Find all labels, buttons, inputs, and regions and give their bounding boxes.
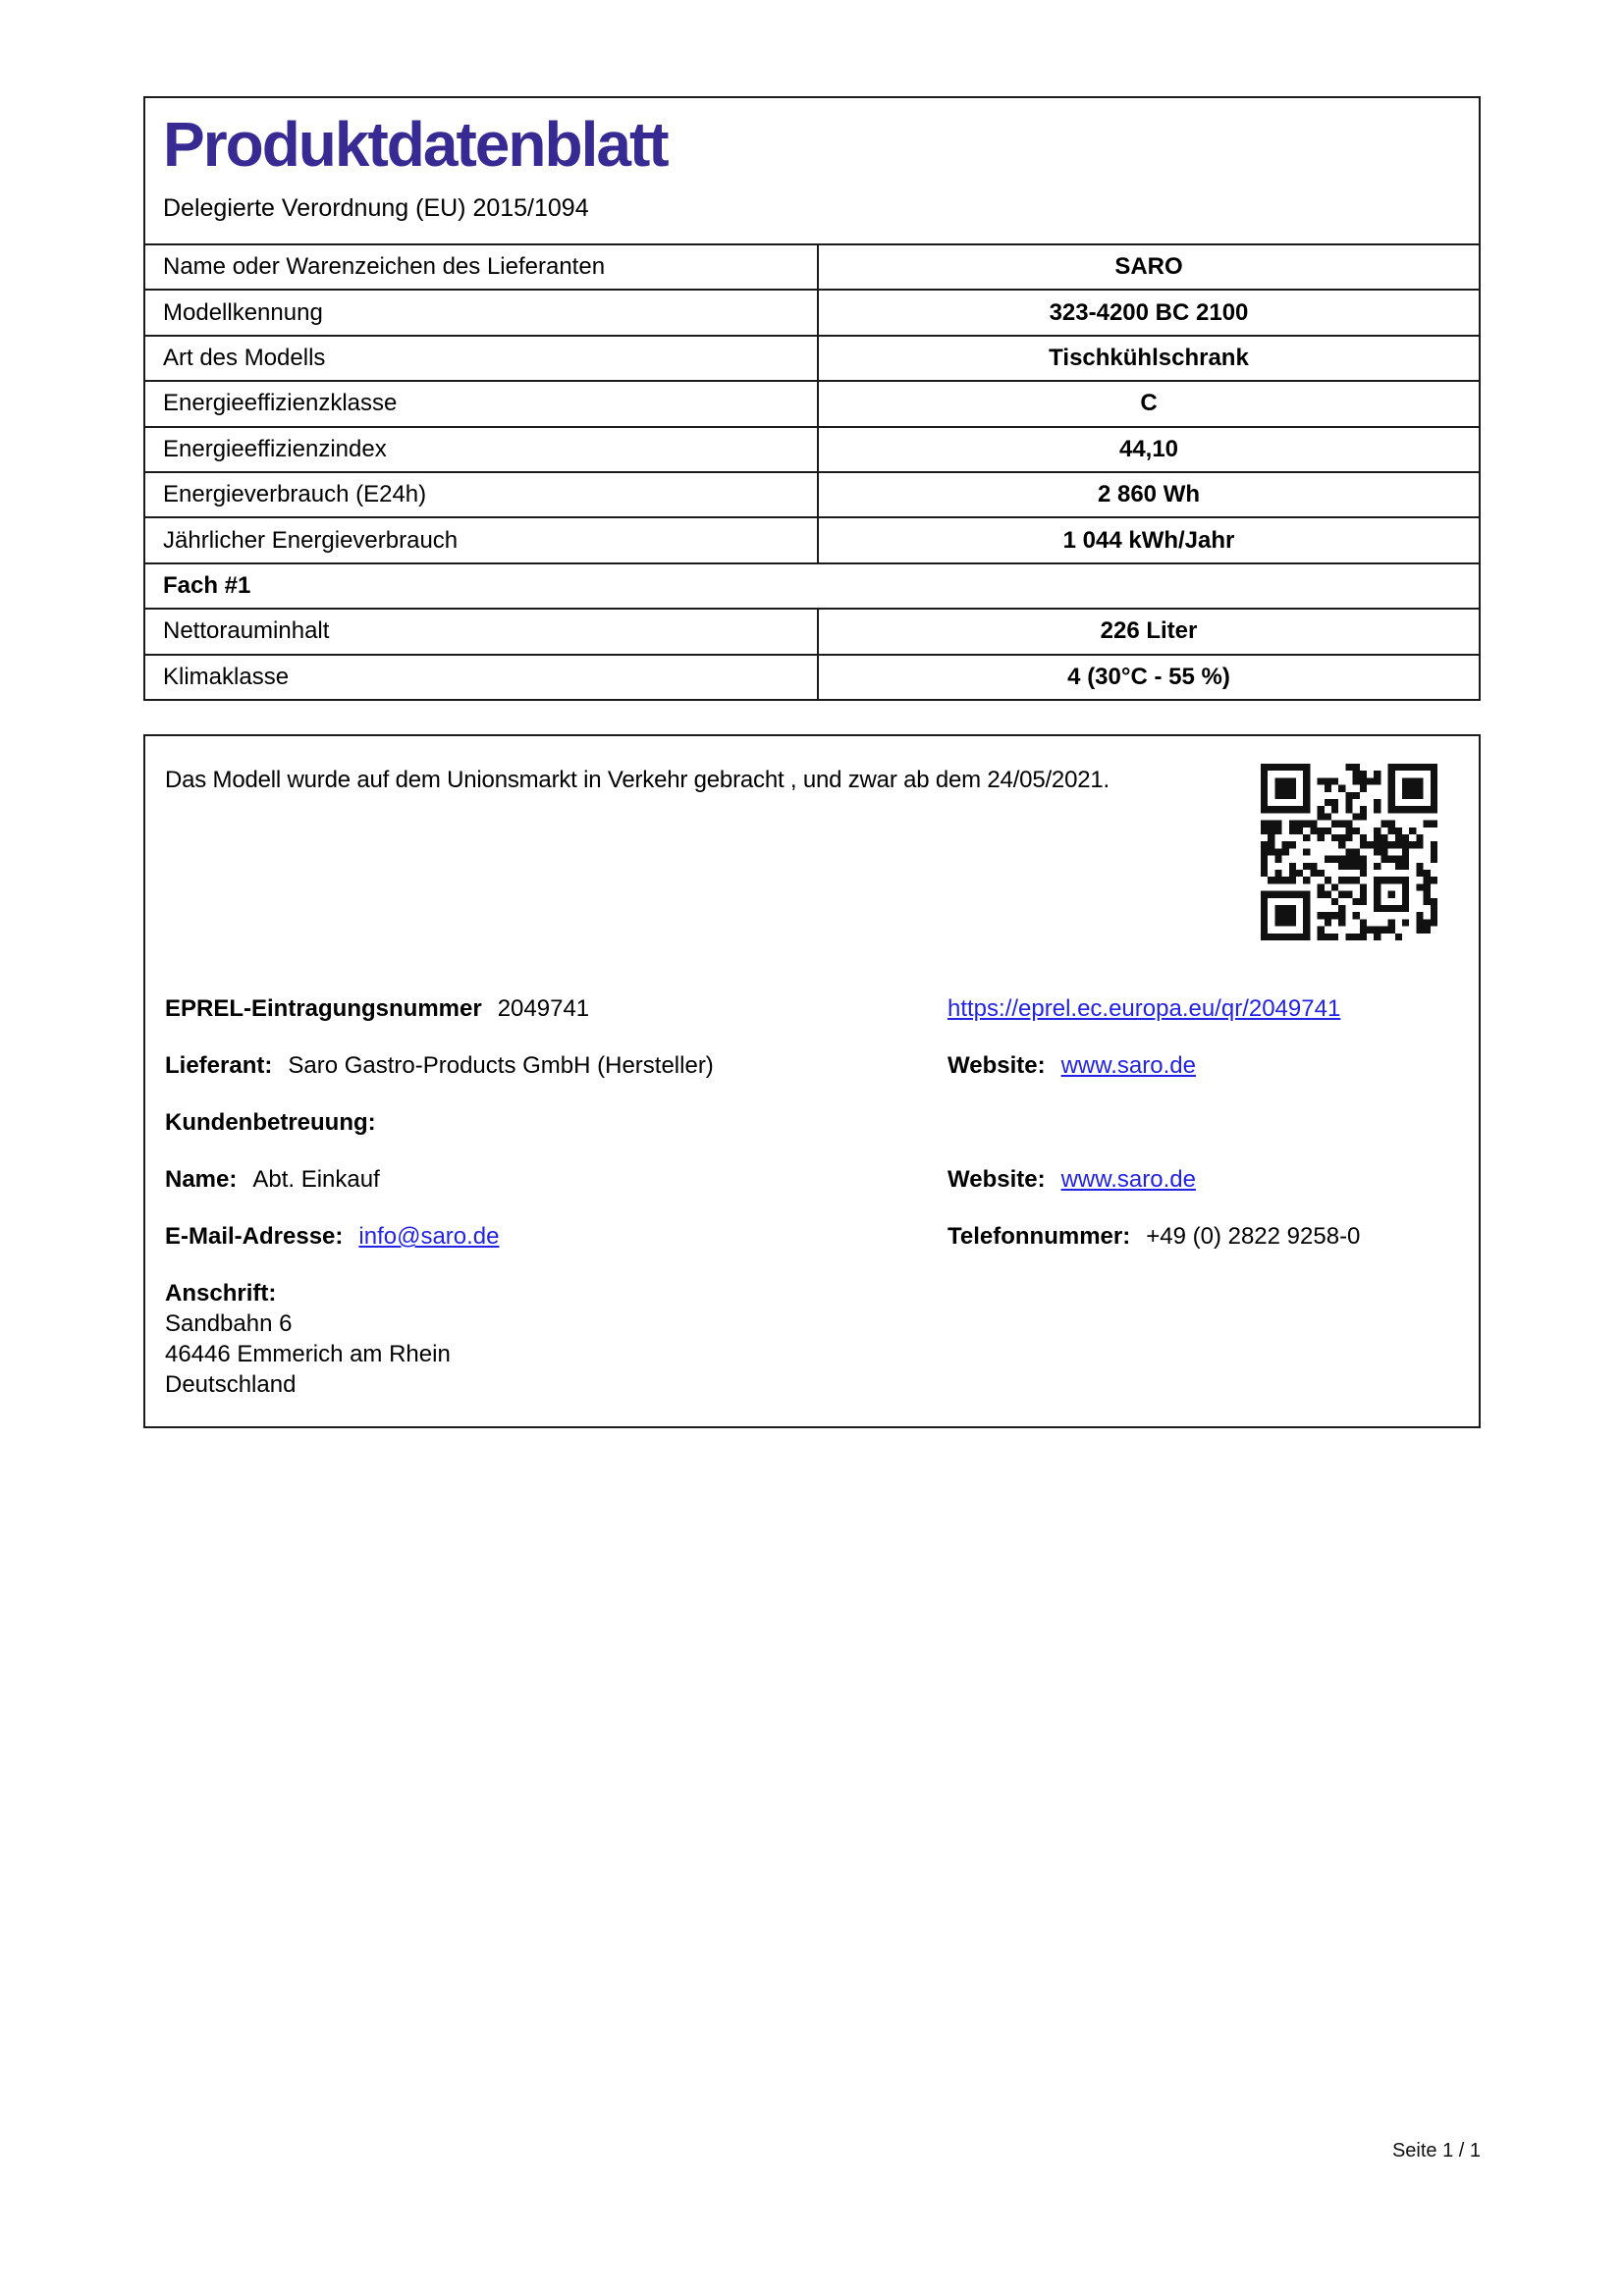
phone-label: Telefonnummer:	[947, 1223, 1131, 1250]
page-number: Seite 1 / 1	[1391, 2140, 1481, 2162]
row-value: 4 (30°C - 55 %)	[1067, 663, 1230, 690]
table-row	[145, 337, 1479, 382]
supplier-value: Saro Gastro-Products GmbH (Hersteller)	[288, 1052, 714, 1079]
website-link[interactable]: www.saro.de	[1060, 1052, 1196, 1079]
address-line: 46446 Emmerich am Rhein	[165, 1341, 451, 1367]
website-link-2[interactable]: www.saro.de	[1060, 1166, 1196, 1193]
table-row	[145, 518, 1479, 563]
row-value: 1 044 kWh/Jahr	[1062, 526, 1235, 554]
table-row	[145, 610, 1479, 655]
page-title: Produktdatenblatt	[163, 109, 668, 180]
row-label: Energieeffizienzklasse	[145, 382, 819, 425]
email-row	[165, 1221, 947, 1252]
row-value: Tischkühlschrank	[1049, 344, 1249, 371]
market-statement: Das Modell wurde auf dem Unionsmarkt in Verkehr gebracht , und zwar ab dem 24/05/2021.	[165, 767, 1110, 793]
row-value: 323-4200 BC 2100	[1049, 298, 1249, 326]
regulation-subtitle: Delegierte Verordnung (EU) 2015/1094	[163, 194, 589, 223]
eprel-number-row	[165, 993, 947, 1024]
contact-name-row	[165, 1164, 947, 1195]
spec-table	[145, 245, 1479, 699]
contact-name-value: Abt. Einkauf	[252, 1166, 380, 1193]
eprel-link-cell	[947, 993, 1459, 1024]
row-label: Name oder Warenzeichen des Lieferanten	[145, 245, 819, 289]
row-value: 2 860 Wh	[1097, 481, 1201, 508]
phone-value: +49 (0) 2822 9258-0	[1146, 1223, 1361, 1250]
row-label: Energieverbrauch (E24h)	[145, 473, 819, 516]
table-row	[145, 656, 1479, 699]
website-label: Website:	[947, 1052, 1046, 1079]
contact-name-label: Name:	[165, 1166, 238, 1193]
contact-grid	[165, 993, 1459, 1400]
eprel-number: 2049741	[497, 995, 590, 1022]
datasheet-header	[145, 98, 1479, 245]
row-value: SARO	[1114, 253, 1183, 281]
phone-row	[947, 1221, 1459, 1252]
table-row	[145, 473, 1479, 518]
support-label: Kundenbetreuung:	[165, 1109, 376, 1136]
eprel-link[interactable]: https://eprel.ec.europa.eu/qr/2049741	[947, 995, 1341, 1022]
datasheet-card	[143, 96, 1481, 701]
table-section-row	[145, 564, 1479, 610]
row-label: Modellkennung	[145, 291, 819, 334]
email-label: E-Mail-Adresse:	[165, 1223, 344, 1250]
section-label: Fach #1	[163, 571, 251, 599]
table-row	[145, 428, 1479, 473]
qr-code	[1261, 764, 1437, 940]
website-row-2	[947, 1164, 1459, 1195]
row-value: C	[1140, 390, 1158, 417]
row-label: Jährlicher Energieverbrauch	[145, 518, 819, 561]
address-block	[165, 1278, 947, 1400]
table-row	[145, 291, 1479, 336]
row-value: 44,10	[1118, 435, 1179, 462]
table-row	[145, 245, 1479, 291]
email-link[interactable]: info@saro.de	[358, 1223, 500, 1250]
supplier-row	[165, 1050, 947, 1081]
website-label: Website:	[947, 1166, 1046, 1193]
row-label: Art des Modells	[145, 337, 819, 380]
address-line: Deutschland	[165, 1371, 297, 1398]
market-info-card	[143, 734, 1481, 1428]
address-label: Anschrift:	[165, 1280, 277, 1307]
support-row	[165, 1107, 947, 1138]
row-value: 226 Liter	[1100, 617, 1198, 645]
website-row	[947, 1050, 1459, 1081]
row-label: Nettorauminhalt	[145, 610, 819, 653]
row-label: Klimaklasse	[145, 656, 819, 699]
address-line: Sandbahn 6	[165, 1310, 293, 1337]
supplier-label: Lieferant:	[165, 1052, 273, 1079]
row-label: Energieeffizienzindex	[145, 428, 819, 471]
eprel-label: EPREL-Eintragungsnummer	[165, 995, 482, 1022]
table-row	[145, 382, 1479, 427]
